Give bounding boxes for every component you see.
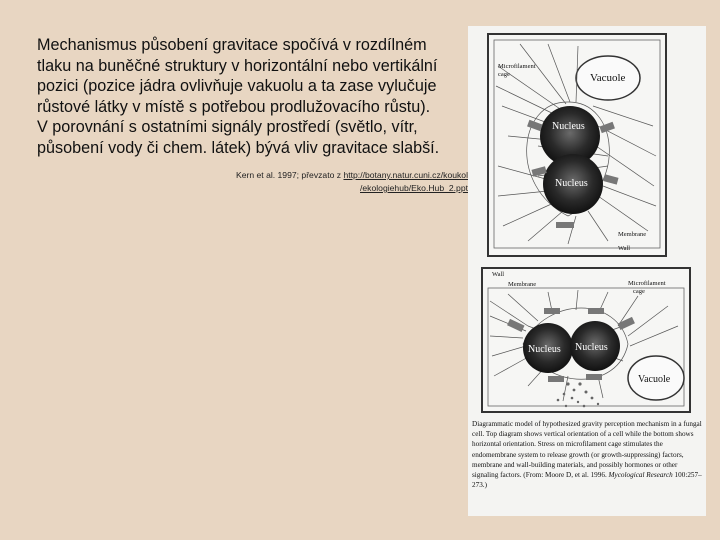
- citation-link-part2[interactable]: /ekologiehub/Eko.Hub_2.ppt: [360, 183, 468, 193]
- main-paragraph: [37, 35, 492, 159]
- paragraph-line: tlaku na buněčné struktury v horizontální nebo vertikální: [37, 56, 438, 75]
- bottom-wall-label: Wall: [492, 271, 505, 278]
- top-nucleus-1-label: Nucleus: [552, 121, 585, 132]
- bottom-cage-label: cage: [633, 288, 645, 295]
- paragraph-line: V porovnání s ostatními signály prostředí (světlo, vítr,: [37, 118, 418, 137]
- citation-prefix: Kern et al. 1997; převzato z: [235, 170, 344, 180]
- paragraph-line: působení vody či chem. látek) bývá vliv gravitace slabší.: [37, 138, 440, 157]
- bottom-vacuole-label: Vacuole: [638, 374, 671, 385]
- fungal-cell-figure: [468, 26, 706, 516]
- bottom-nucleus-2-label: Nucleus: [575, 342, 608, 353]
- top-nucleus-2-label: Nucleus: [555, 178, 588, 189]
- citation-link-part1[interactable]: http://botany.natur.cuni.cz/koukol: [343, 170, 468, 180]
- figure-caption: [468, 419, 706, 490]
- top-cage-label: cage: [498, 71, 510, 78]
- top-vacuole-label: Vacuole: [590, 72, 626, 84]
- bottom-diagram: [482, 268, 690, 412]
- caption-text: Diagrammatic model of hypothesized gravity perception mechanism in a fungal cell. Top diagram shows vertical orientation of a cell while the bottom shows horizontal orientation. Stress on microfilament cage stimulates the endomembrane system to release growth (or growth-suppressing) factors, membrane and wall-building materials, and possibly hormones or other signaling factors. (From: Moore D, et al. 1996.: [472, 420, 702, 480]
- bottom-microfilament-label: Microfilament: [628, 280, 666, 287]
- top-diagram: [488, 34, 666, 256]
- caption-volume: 100:257–273.): [472, 471, 702, 490]
- caption-journal: Mycological Research: [608, 471, 673, 480]
- paragraph-line: růstové látky v místě s potřebou prodlužovacího růstu).: [37, 97, 431, 116]
- top-microfilament-label: Microfilament: [498, 63, 536, 70]
- bottom-nucleus-1-label: Nucleus: [528, 344, 561, 355]
- bottom-membrane-label: Membrane: [508, 281, 537, 288]
- paragraph-line: Mechanismus působení gravitace spočívá v rozdílném: [37, 36, 427, 54]
- paragraph-line: pozici (pozice jádra ovlivňuje vakuolu a ta zase vylučuje: [37, 77, 437, 96]
- top-membrane-label: Membrane: [618, 231, 647, 238]
- top-wall-label: Wall: [618, 245, 631, 252]
- citation: [200, 169, 468, 195]
